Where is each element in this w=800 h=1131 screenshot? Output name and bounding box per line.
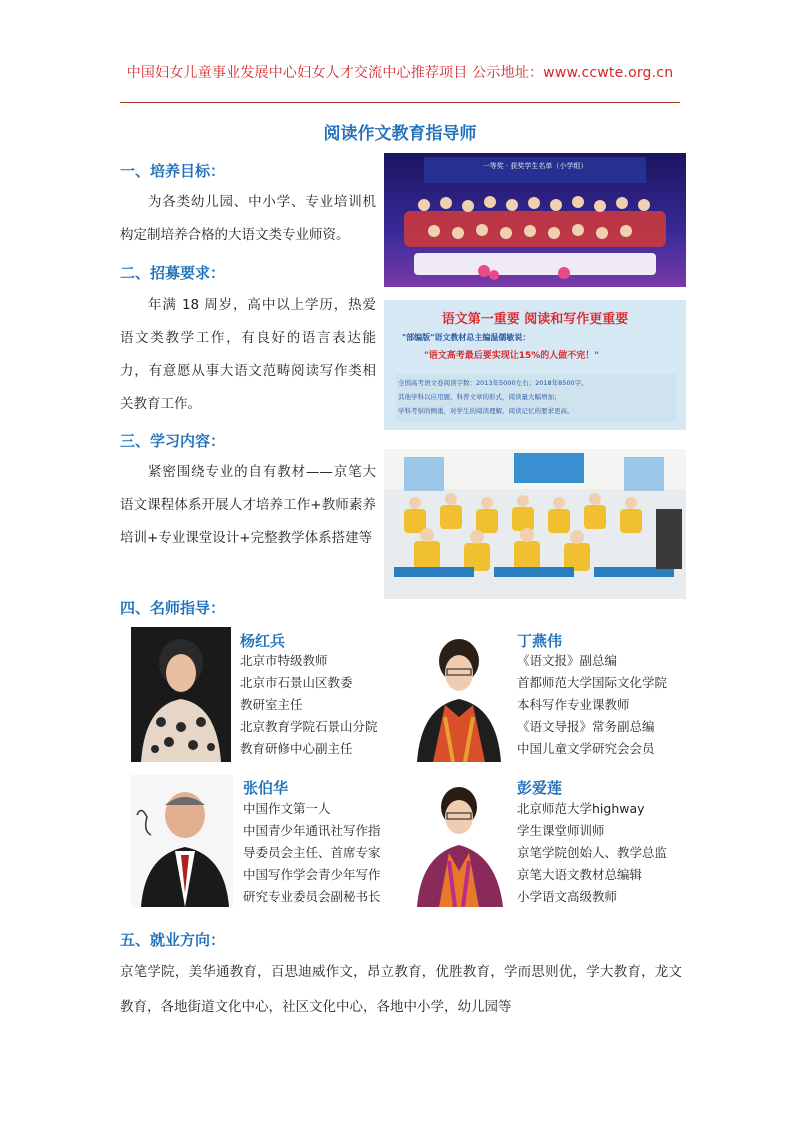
teacher-1-bio-line: 北京市石景山区教委 (240, 675, 353, 690)
slide-quote-1: "部编版"语文教材总主编温儒敏说： (402, 333, 531, 342)
teacher-3-portrait (131, 775, 233, 907)
teacher-1-bio-line: 教研室主任 (240, 697, 303, 712)
slide-stat-2: 其他学科以应用题、科普文章的形式，阅读量大幅增加； (398, 393, 561, 401)
slide-quote-2: "语文高考最后要实现让15%的人做不完！" (424, 351, 599, 361)
teacher-4-portrait (409, 775, 511, 907)
teacher-3-bio-line: 中国作文第一人 (243, 801, 331, 816)
teacher-2-portrait (409, 627, 509, 762)
teacher-2-bio (517, 650, 667, 760)
slide-headline: 语文第一重要 阅读和写作更重要 (441, 312, 629, 327)
header-org-text: 中国妇女儿童事业发展中心妇女人才交流中心推荐项目 公示地址：www.ccwte.org.cn (126, 65, 674, 81)
slide-stat-1: 全国高考语文卷阅读字数：2013年5000左右；2018年8500字。 (398, 379, 588, 387)
section-text-jobs: 京笔学院，美华通教育，百思迪威作文，昂立教育，优胜教育，学而思则优，学大教育，龙文教育，各地街道文化中心，社区文化中心，各地中小学，幼儿园等 (120, 964, 682, 1015)
reading-importance-slide (384, 300, 686, 430)
section-heading-goal: 一、培养目标： (120, 162, 226, 180)
teacher-3-bio (243, 798, 381, 908)
stage-banner-text: 一等奖 · 获奖学生名单（小学组） (482, 162, 588, 170)
teacher-3-bio-line: 中国写作学会青少年写作 (243, 867, 381, 882)
section-heading-requirements: 二、招募要求： (120, 264, 226, 282)
teacher-2-bio-line: 本科写作专业课教师 (517, 697, 630, 712)
teacher-1-bio (240, 650, 378, 760)
teacher-4-bio-line: 北京师范大学highway (517, 801, 645, 816)
section-heading-jobs: 五、就业方向： (120, 931, 226, 949)
teacher-4-name: 彭爱莲 (517, 779, 563, 797)
award-ceremony-photo (384, 153, 686, 287)
teacher-2-bio-line: 首都师范大学国际文化学院 (517, 675, 668, 690)
teacher-3-bio-line: 导委员会主任、首席专家 (243, 845, 381, 860)
teacher-2-bio-line: 《语文导报》常务副总编 (517, 719, 655, 734)
teacher-2-bio-line: 《语文报》副总编 (517, 653, 618, 668)
teacher-4-bio-line: 小学语文高级教师 (517, 889, 618, 904)
teacher-2-bio-line: 中国儿童文学研究会会员 (517, 741, 655, 756)
teacher-1-bio-line: 北京市特级教师 (240, 653, 328, 668)
teacher-4-bio-line: 京笔学院创始人、教学总监 (517, 845, 668, 860)
page-title: 阅读作文教育指导师 (323, 124, 477, 144)
slide-stat-3: 学科考察的侧重，对学生的阅读理解、阅读记忆的要求更高。 (398, 407, 574, 415)
teacher-1-name: 杨红兵 (240, 632, 286, 650)
teacher-3-bio-line: 研究专业委员会副秘书长 (243, 889, 381, 904)
header-divider (120, 102, 680, 103)
section-text-content: 紧密围绕专业的自有教材——京笔大语文课程体系开展人才培养工作+教师素养培训+专业课堂设计+完整教学体系搭建等 (120, 464, 376, 546)
teacher-4-bio-line: 京笔大语文教材总编辑 (517, 867, 643, 882)
classroom-photo (384, 449, 686, 599)
teacher-1-portrait (131, 627, 231, 762)
section-heading-teachers: 四、名师指导： (120, 599, 226, 617)
teacher-4-bio-line: 学生课堂师训师 (517, 823, 605, 838)
teacher-2-name: 丁燕伟 (517, 632, 563, 650)
teacher-4-bio (517, 798, 667, 908)
teacher-1-bio-line: 北京教育学院石景山分院 (240, 719, 378, 734)
teacher-3-bio-line: 中国青少年通讯社写作指 (243, 823, 381, 838)
teacher-3-name: 张伯华 (243, 779, 289, 797)
section-text-goal: 为各类幼儿园、中小学、专业培训机构定制培养合格的大语文类专业师资。 (120, 194, 376, 243)
section-heading-content: 三、学习内容： (120, 432, 226, 450)
teacher-1-bio-line: 教育研修中心副主任 (240, 741, 353, 756)
section-text-requirements: 年满 18 周岁，高中以上学历，热爱语文类教学工作，有良好的语言表达能力，有意愿从事大语文范畴阅读写作类相关教育工作。 (120, 297, 376, 412)
